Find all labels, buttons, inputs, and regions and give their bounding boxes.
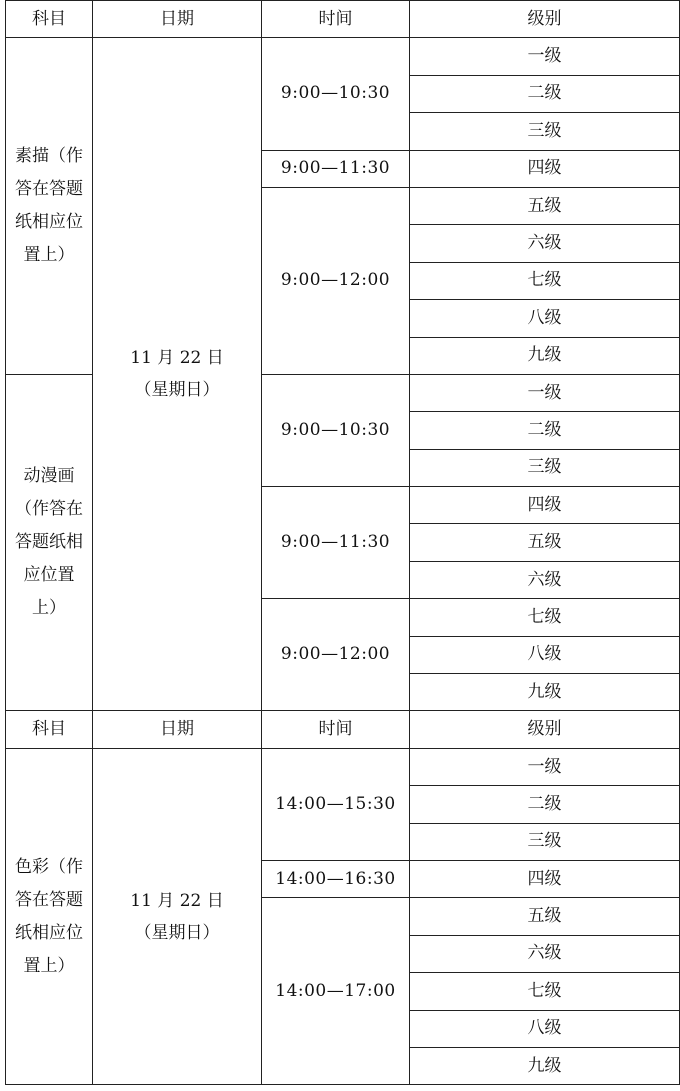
level-cell: 一级 — [410, 748, 680, 785]
level-cell: 二级 — [410, 75, 680, 112]
level-cell: 九级 — [410, 1047, 680, 1084]
level-cell: 六级 — [410, 561, 680, 598]
header-row — [6, 711, 680, 748]
level-cell: 八级 — [410, 636, 680, 673]
level-cell: 二级 — [410, 412, 680, 449]
table-row — [6, 748, 680, 785]
level-cell: 七级 — [410, 973, 680, 1010]
date-weekday: （星期日） — [134, 380, 220, 401]
subject-name: 动漫画（作答在答题纸相应位置上） — [15, 466, 83, 619]
time-cell: 14:00—16:30 — [262, 860, 410, 897]
time-cell: 9:00—11:30 — [262, 150, 410, 187]
level-cell: 三级 — [410, 823, 680, 860]
level-cell: 五级 — [410, 898, 680, 935]
level-cell: 九级 — [410, 337, 680, 374]
time-cell: 9:00—10:30 — [262, 38, 410, 150]
level-cell: 四级 — [410, 487, 680, 524]
time-cell: 14:00—17:00 — [262, 898, 410, 1085]
subject-name: 素描（作答在答题纸相应位置上） — [15, 146, 83, 266]
level-cell: 九级 — [410, 674, 680, 711]
level-cell: 八级 — [410, 300, 680, 337]
level-cell: 六级 — [410, 935, 680, 972]
header-level: 级别 — [410, 711, 680, 748]
subject-cell — [6, 748, 93, 1085]
header-level: 级别 — [410, 1, 680, 38]
header-row — [6, 1, 680, 38]
time-cell: 9:00—10:30 — [262, 374, 410, 486]
exam-schedule-table — [5, 0, 680, 1085]
date-day: 11 月 22 日 — [130, 348, 224, 369]
time-cell: 9:00—12:00 — [262, 599, 410, 711]
level-cell: 七级 — [410, 599, 680, 636]
date-cell — [93, 38, 262, 711]
header-time: 时间 — [262, 1, 410, 38]
subject-name: 色彩（作答在答题纸相应位置上） — [15, 856, 83, 976]
header-subject: 科目 — [6, 711, 93, 748]
level-cell: 五级 — [410, 524, 680, 561]
subject-cell — [6, 38, 93, 375]
header-date: 日期 — [93, 711, 262, 748]
schedule-container — [5, 0, 680, 1085]
level-cell: 六级 — [410, 225, 680, 262]
time-cell: 14:00—15:30 — [262, 748, 410, 860]
header-time: 时间 — [262, 711, 410, 748]
level-cell: 五级 — [410, 187, 680, 224]
level-cell: 七级 — [410, 262, 680, 299]
date-weekday: （星期日） — [134, 922, 220, 943]
time-cell: 9:00—12:00 — [262, 187, 410, 374]
level-cell: 八级 — [410, 1010, 680, 1047]
level-cell: 一级 — [410, 374, 680, 411]
level-cell: 四级 — [410, 150, 680, 187]
time-cell: 9:00—11:30 — [262, 487, 410, 599]
level-cell: 四级 — [410, 860, 680, 897]
subject-cell — [6, 374, 93, 711]
table-row — [6, 38, 680, 75]
header-date: 日期 — [93, 1, 262, 38]
date-cell — [93, 748, 262, 1085]
level-cell: 二级 — [410, 786, 680, 823]
level-cell: 三级 — [410, 113, 680, 150]
level-cell: 一级 — [410, 38, 680, 75]
header-subject: 科目 — [6, 1, 93, 38]
date-day: 11 月 22 日 — [130, 890, 224, 911]
level-cell: 三级 — [410, 449, 680, 486]
